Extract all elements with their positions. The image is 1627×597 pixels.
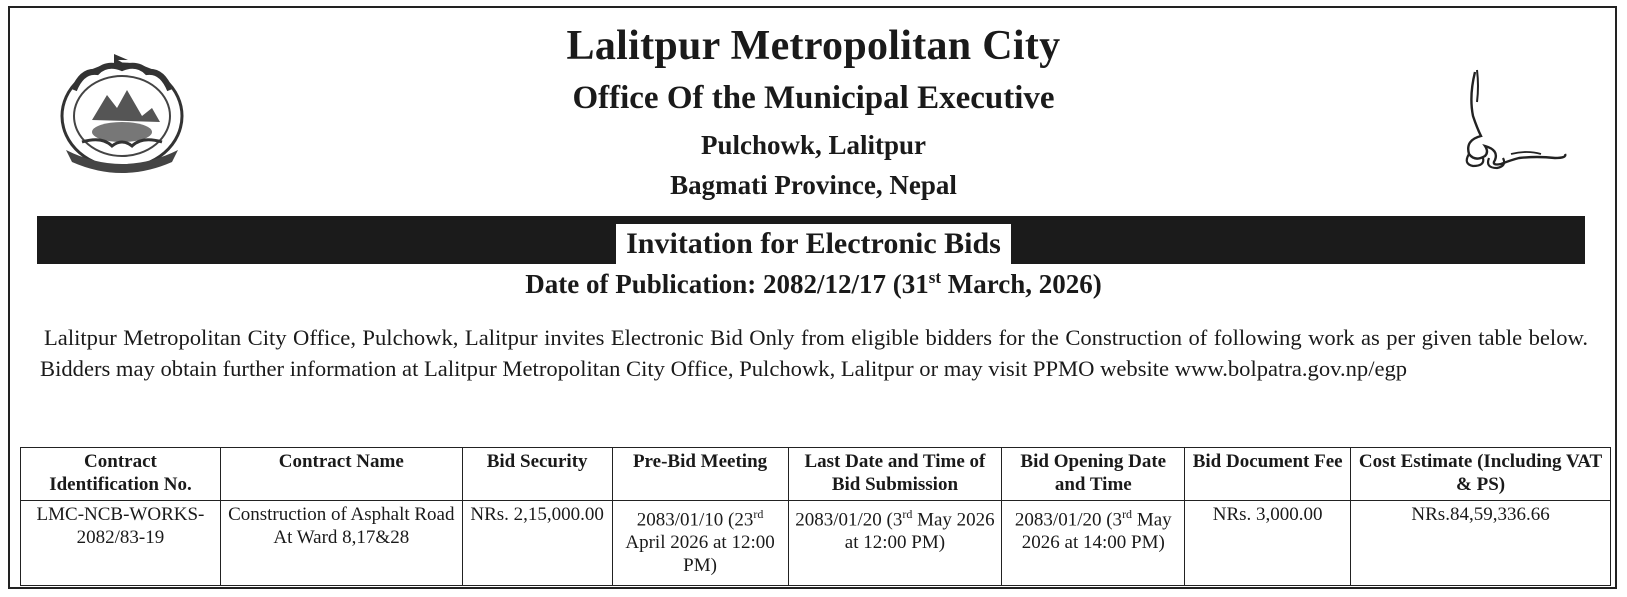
bid-opening-cell: 2083/01/20 (3rd May 2026 at 14:00 PM) [1002,501,1185,586]
bid-security-cell: NRs. 2,15,000.00 [462,501,612,586]
col-header: Cost Estimate (Including VAT & PS) [1351,448,1611,501]
publication-date: Date of Publication: 2082/12/17 (31st March, 2026) [525,268,1102,299]
notice-paragraph: Lalitpur Metropolitan City Office, Pulchowk, Lalitpur invites Electronic Bid Only from eligible bidders for the Construction of following work as per given table below. Bidders may obtain further information at Lalitpur Metropolitan City Office, Pulchowk, Lalitpur or may visit PPMO website www.bolpatra.gov.np/egp [40,325,1588,381]
address-line2: Bagmati Province, Nepal [670,170,957,200]
col-header: Last Date and Time of Bid Submission [788,448,1002,501]
prebid-meeting-cell: 2083/01/10 (23rd April 2026 at 12:00 PM) [612,501,788,586]
col-header: Bid Opening Date and Time [1002,448,1185,501]
org-name: Lalitpur Metropolitan City [566,23,1061,69]
last-submission-cell: 2083/01/20 (3rd May 2026 at 12:00 PM) [788,501,1002,586]
col-header: Contract Name [220,448,462,501]
address-line1: Pulchowk, Lalitpur [700,130,927,160]
contract-name-cell: Construction of Asphalt Road At Ward 8,17&28 [220,501,462,586]
col-header: Bid Document Fee [1185,448,1351,501]
table-header-row [21,448,1611,501]
doc-fee-cell: NRs. 3,000.00 [1185,501,1351,586]
contract-id-cell: LMC-NCB-WORKS-2082/83-19 [21,501,221,586]
table-row [21,501,1611,586]
col-header: Pre-Bid Meeting [612,448,788,501]
bid-table [20,447,1611,586]
office-name: Office Of the Municipal Executive [572,80,1055,116]
cost-estimate-cell: NRs.84,59,336.66 [1351,501,1611,586]
col-header: Contract Identification No. [21,448,221,501]
notice-title: Invitation for Electronic Bids [0,224,1627,264]
col-header: Bid Security [462,448,612,501]
